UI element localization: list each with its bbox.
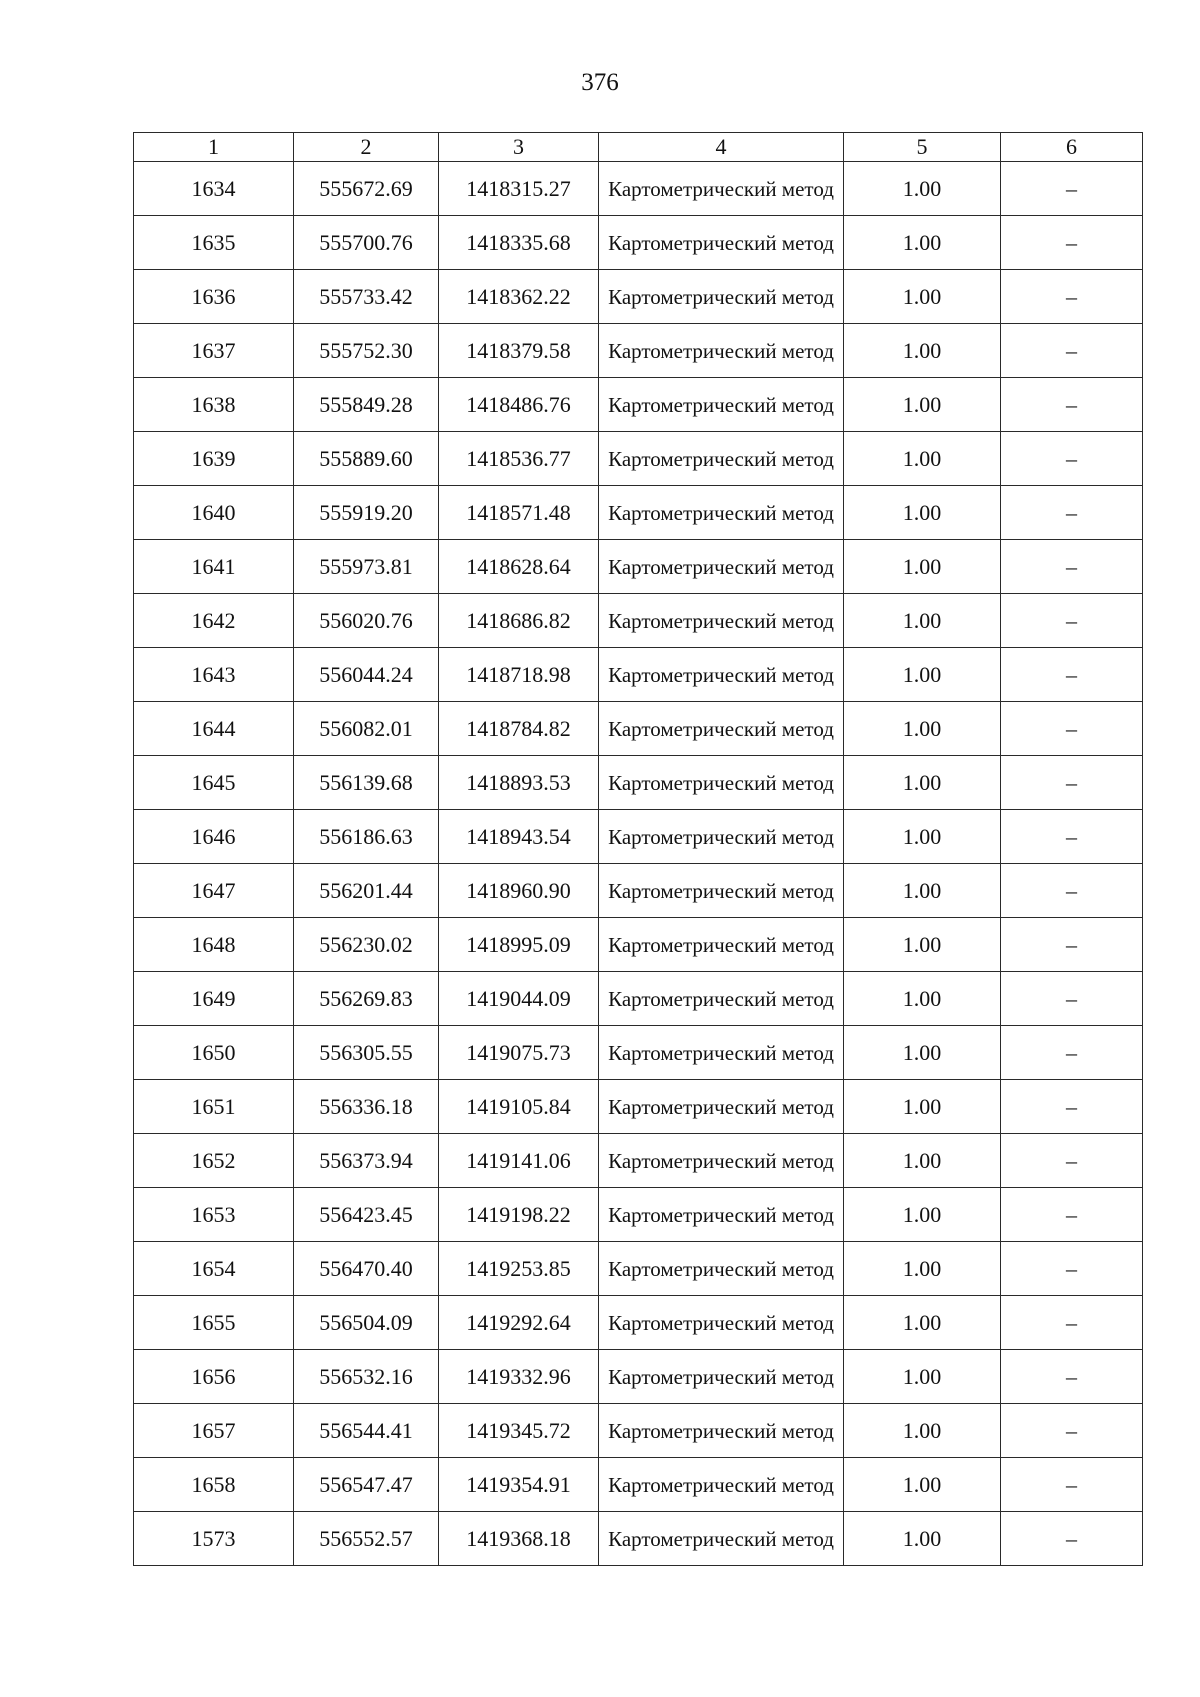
accuracy-cell: 1.00 bbox=[844, 864, 1001, 918]
table-row bbox=[134, 1188, 1143, 1242]
x-coordinate-cell: 555733.42 bbox=[294, 270, 439, 324]
accuracy-cell: 1.00 bbox=[844, 756, 1001, 810]
method-cell: Картометрический метод bbox=[599, 1080, 844, 1134]
y-coordinate-cell: 1419105.84 bbox=[439, 1080, 599, 1134]
accuracy-cell: 1.00 bbox=[844, 1404, 1001, 1458]
accuracy-cell: 1.00 bbox=[844, 1134, 1001, 1188]
note-cell: – bbox=[1001, 972, 1143, 1026]
point-number-cell: 1655 bbox=[134, 1296, 294, 1350]
method-cell: Картометрический метод bbox=[599, 162, 844, 216]
method-cell: Картометрический метод bbox=[599, 918, 844, 972]
y-coordinate-cell: 1418379.58 bbox=[439, 324, 599, 378]
table-row bbox=[134, 702, 1143, 756]
note-cell: – bbox=[1001, 1512, 1143, 1566]
point-number-cell: 1652 bbox=[134, 1134, 294, 1188]
table-row bbox=[134, 324, 1143, 378]
point-number-cell: 1643 bbox=[134, 648, 294, 702]
method-cell: Картометрический метод bbox=[599, 540, 844, 594]
x-coordinate-cell: 556201.44 bbox=[294, 864, 439, 918]
note-cell: – bbox=[1001, 1350, 1143, 1404]
method-cell: Картометрический метод bbox=[599, 1296, 844, 1350]
accuracy-cell: 1.00 bbox=[844, 378, 1001, 432]
y-coordinate-cell: 1418718.98 bbox=[439, 648, 599, 702]
point-number-cell: 1653 bbox=[134, 1188, 294, 1242]
table-row bbox=[134, 432, 1143, 486]
y-coordinate-cell: 1419292.64 bbox=[439, 1296, 599, 1350]
x-coordinate-cell: 555849.28 bbox=[294, 378, 439, 432]
table-row bbox=[134, 864, 1143, 918]
x-coordinate-cell: 555700.76 bbox=[294, 216, 439, 270]
y-coordinate-cell: 1418362.22 bbox=[439, 270, 599, 324]
note-cell: – bbox=[1001, 918, 1143, 972]
method-cell: Картометрический метод bbox=[599, 1026, 844, 1080]
accuracy-cell: 1.00 bbox=[844, 540, 1001, 594]
table-row bbox=[134, 540, 1143, 594]
y-coordinate-cell: 1418335.68 bbox=[439, 216, 599, 270]
coordinates-table bbox=[133, 132, 1143, 1566]
note-cell: – bbox=[1001, 216, 1143, 270]
accuracy-cell: 1.00 bbox=[844, 1512, 1001, 1566]
table-row bbox=[134, 1404, 1143, 1458]
point-number-cell: 1640 bbox=[134, 486, 294, 540]
x-coordinate-cell: 556504.09 bbox=[294, 1296, 439, 1350]
note-cell: – bbox=[1001, 162, 1143, 216]
y-coordinate-cell: 1419354.91 bbox=[439, 1458, 599, 1512]
x-coordinate-cell: 556044.24 bbox=[294, 648, 439, 702]
table-row bbox=[134, 270, 1143, 324]
note-cell: – bbox=[1001, 378, 1143, 432]
point-number-cell: 1641 bbox=[134, 540, 294, 594]
table-row bbox=[134, 1296, 1143, 1350]
table-row bbox=[134, 1242, 1143, 1296]
y-coordinate-cell: 1418686.82 bbox=[439, 594, 599, 648]
method-cell: Картометрический метод bbox=[599, 756, 844, 810]
point-number-cell: 1644 bbox=[134, 702, 294, 756]
point-number-cell: 1646 bbox=[134, 810, 294, 864]
y-coordinate-cell: 1418784.82 bbox=[439, 702, 599, 756]
note-cell: – bbox=[1001, 1188, 1143, 1242]
accuracy-cell: 1.00 bbox=[844, 1296, 1001, 1350]
x-coordinate-cell: 556544.41 bbox=[294, 1404, 439, 1458]
note-cell: – bbox=[1001, 1134, 1143, 1188]
accuracy-cell: 1.00 bbox=[844, 918, 1001, 972]
x-coordinate-cell: 555752.30 bbox=[294, 324, 439, 378]
x-coordinate-cell: 556470.40 bbox=[294, 1242, 439, 1296]
table-row bbox=[134, 378, 1143, 432]
point-number-cell: 1657 bbox=[134, 1404, 294, 1458]
method-cell: Картометрический метод bbox=[599, 1242, 844, 1296]
method-cell: Картометрический метод bbox=[599, 1134, 844, 1188]
point-number-cell: 1654 bbox=[134, 1242, 294, 1296]
point-number-cell: 1638 bbox=[134, 378, 294, 432]
y-coordinate-cell: 1418893.53 bbox=[439, 756, 599, 810]
accuracy-cell: 1.00 bbox=[844, 1458, 1001, 1512]
method-cell: Картометрический метод bbox=[599, 1458, 844, 1512]
y-coordinate-cell: 1418995.09 bbox=[439, 918, 599, 972]
x-coordinate-cell: 556532.16 bbox=[294, 1350, 439, 1404]
accuracy-cell: 1.00 bbox=[844, 270, 1001, 324]
accuracy-cell: 1.00 bbox=[844, 810, 1001, 864]
x-coordinate-cell: 556230.02 bbox=[294, 918, 439, 972]
note-cell: – bbox=[1001, 1404, 1143, 1458]
note-cell: – bbox=[1001, 864, 1143, 918]
method-cell: Картометрический метод bbox=[599, 1350, 844, 1404]
note-cell: – bbox=[1001, 1080, 1143, 1134]
table-row bbox=[134, 594, 1143, 648]
table-row bbox=[134, 1512, 1143, 1566]
note-cell: – bbox=[1001, 810, 1143, 864]
accuracy-cell: 1.00 bbox=[844, 324, 1001, 378]
table-row bbox=[134, 756, 1143, 810]
method-cell: Картометрический метод bbox=[599, 648, 844, 702]
x-coordinate-cell: 556269.83 bbox=[294, 972, 439, 1026]
table-row bbox=[134, 216, 1143, 270]
x-coordinate-cell: 556423.45 bbox=[294, 1188, 439, 1242]
column-header-5: 5 bbox=[844, 133, 1001, 162]
note-cell: – bbox=[1001, 432, 1143, 486]
y-coordinate-cell: 1419253.85 bbox=[439, 1242, 599, 1296]
y-coordinate-cell: 1418571.48 bbox=[439, 486, 599, 540]
method-cell: Картометрический метод bbox=[599, 378, 844, 432]
x-coordinate-cell: 556139.68 bbox=[294, 756, 439, 810]
accuracy-cell: 1.00 bbox=[844, 648, 1001, 702]
table-row bbox=[134, 648, 1143, 702]
y-coordinate-cell: 1418486.76 bbox=[439, 378, 599, 432]
y-coordinate-cell: 1419368.18 bbox=[439, 1512, 599, 1566]
column-header-3: 3 bbox=[439, 133, 599, 162]
method-cell: Картометрический метод bbox=[599, 594, 844, 648]
note-cell: – bbox=[1001, 540, 1143, 594]
point-number-cell: 1656 bbox=[134, 1350, 294, 1404]
method-cell: Картометрический метод bbox=[599, 702, 844, 756]
y-coordinate-cell: 1418315.27 bbox=[439, 162, 599, 216]
accuracy-cell: 1.00 bbox=[844, 1242, 1001, 1296]
table-row bbox=[134, 1458, 1143, 1512]
x-coordinate-cell: 556552.57 bbox=[294, 1512, 439, 1566]
table-row bbox=[134, 1350, 1143, 1404]
method-cell: Картометрический метод bbox=[599, 972, 844, 1026]
point-number-cell: 1637 bbox=[134, 324, 294, 378]
y-coordinate-cell: 1419141.06 bbox=[439, 1134, 599, 1188]
point-number-cell: 1639 bbox=[134, 432, 294, 486]
accuracy-cell: 1.00 bbox=[844, 432, 1001, 486]
method-cell: Картометрический метод bbox=[599, 810, 844, 864]
point-number-cell: 1649 bbox=[134, 972, 294, 1026]
x-coordinate-cell: 555672.69 bbox=[294, 162, 439, 216]
method-cell: Картометрический метод bbox=[599, 270, 844, 324]
y-coordinate-cell: 1419044.09 bbox=[439, 972, 599, 1026]
note-cell: – bbox=[1001, 486, 1143, 540]
x-coordinate-cell: 556082.01 bbox=[294, 702, 439, 756]
table-row bbox=[134, 918, 1143, 972]
point-number-cell: 1647 bbox=[134, 864, 294, 918]
x-coordinate-cell: 555919.20 bbox=[294, 486, 439, 540]
note-cell: – bbox=[1001, 1296, 1143, 1350]
table-header-row bbox=[134, 133, 1143, 162]
accuracy-cell: 1.00 bbox=[844, 216, 1001, 270]
accuracy-cell: 1.00 bbox=[844, 162, 1001, 216]
method-cell: Картометрический метод bbox=[599, 864, 844, 918]
method-cell: Картометрический метод bbox=[599, 324, 844, 378]
method-cell: Картометрический метод bbox=[599, 486, 844, 540]
note-cell: – bbox=[1001, 594, 1143, 648]
note-cell: – bbox=[1001, 648, 1143, 702]
y-coordinate-cell: 1418628.64 bbox=[439, 540, 599, 594]
accuracy-cell: 1.00 bbox=[844, 486, 1001, 540]
table-row bbox=[134, 810, 1143, 864]
column-header-4: 4 bbox=[599, 133, 844, 162]
table-row bbox=[134, 1026, 1143, 1080]
x-coordinate-cell: 556373.94 bbox=[294, 1134, 439, 1188]
x-coordinate-cell: 556336.18 bbox=[294, 1080, 439, 1134]
note-cell: – bbox=[1001, 1026, 1143, 1080]
y-coordinate-cell: 1418536.77 bbox=[439, 432, 599, 486]
y-coordinate-cell: 1418960.90 bbox=[439, 864, 599, 918]
method-cell: Картометрический метод bbox=[599, 1512, 844, 1566]
note-cell: – bbox=[1001, 756, 1143, 810]
column-header-2: 2 bbox=[294, 133, 439, 162]
method-cell: Картометрический метод bbox=[599, 1188, 844, 1242]
note-cell: – bbox=[1001, 1242, 1143, 1296]
x-coordinate-cell: 555973.81 bbox=[294, 540, 439, 594]
note-cell: – bbox=[1001, 702, 1143, 756]
x-coordinate-cell: 556547.47 bbox=[294, 1458, 439, 1512]
note-cell: – bbox=[1001, 324, 1143, 378]
y-coordinate-cell: 1419332.96 bbox=[439, 1350, 599, 1404]
table-row bbox=[134, 1080, 1143, 1134]
point-number-cell: 1573 bbox=[134, 1512, 294, 1566]
accuracy-cell: 1.00 bbox=[844, 1350, 1001, 1404]
column-header-6: 6 bbox=[1001, 133, 1143, 162]
y-coordinate-cell: 1419075.73 bbox=[439, 1026, 599, 1080]
accuracy-cell: 1.00 bbox=[844, 594, 1001, 648]
y-coordinate-cell: 1418943.54 bbox=[439, 810, 599, 864]
method-cell: Картометрический метод bbox=[599, 1404, 844, 1458]
point-number-cell: 1636 bbox=[134, 270, 294, 324]
table-row bbox=[134, 1134, 1143, 1188]
x-coordinate-cell: 556305.55 bbox=[294, 1026, 439, 1080]
point-number-cell: 1658 bbox=[134, 1458, 294, 1512]
x-coordinate-cell: 556020.76 bbox=[294, 594, 439, 648]
x-coordinate-cell: 555889.60 bbox=[294, 432, 439, 486]
note-cell: – bbox=[1001, 270, 1143, 324]
accuracy-cell: 1.00 bbox=[844, 1026, 1001, 1080]
point-number-cell: 1650 bbox=[134, 1026, 294, 1080]
column-header-1: 1 bbox=[134, 133, 294, 162]
page-number: 376 bbox=[581, 69, 619, 96]
table-row bbox=[134, 972, 1143, 1026]
note-cell: – bbox=[1001, 1458, 1143, 1512]
table-row bbox=[134, 486, 1143, 540]
accuracy-cell: 1.00 bbox=[844, 702, 1001, 756]
y-coordinate-cell: 1419345.72 bbox=[439, 1404, 599, 1458]
accuracy-cell: 1.00 bbox=[844, 1080, 1001, 1134]
x-coordinate-cell: 556186.63 bbox=[294, 810, 439, 864]
point-number-cell: 1642 bbox=[134, 594, 294, 648]
table-row bbox=[134, 162, 1143, 216]
point-number-cell: 1635 bbox=[134, 216, 294, 270]
method-cell: Картометрический метод bbox=[599, 216, 844, 270]
point-number-cell: 1634 bbox=[134, 162, 294, 216]
table-body bbox=[134, 162, 1143, 1566]
point-number-cell: 1648 bbox=[134, 918, 294, 972]
point-number-cell: 1651 bbox=[134, 1080, 294, 1134]
point-number-cell: 1645 bbox=[134, 756, 294, 810]
method-cell: Картометрический метод bbox=[599, 432, 844, 486]
accuracy-cell: 1.00 bbox=[844, 972, 1001, 1026]
y-coordinate-cell: 1419198.22 bbox=[439, 1188, 599, 1242]
accuracy-cell: 1.00 bbox=[844, 1188, 1001, 1242]
